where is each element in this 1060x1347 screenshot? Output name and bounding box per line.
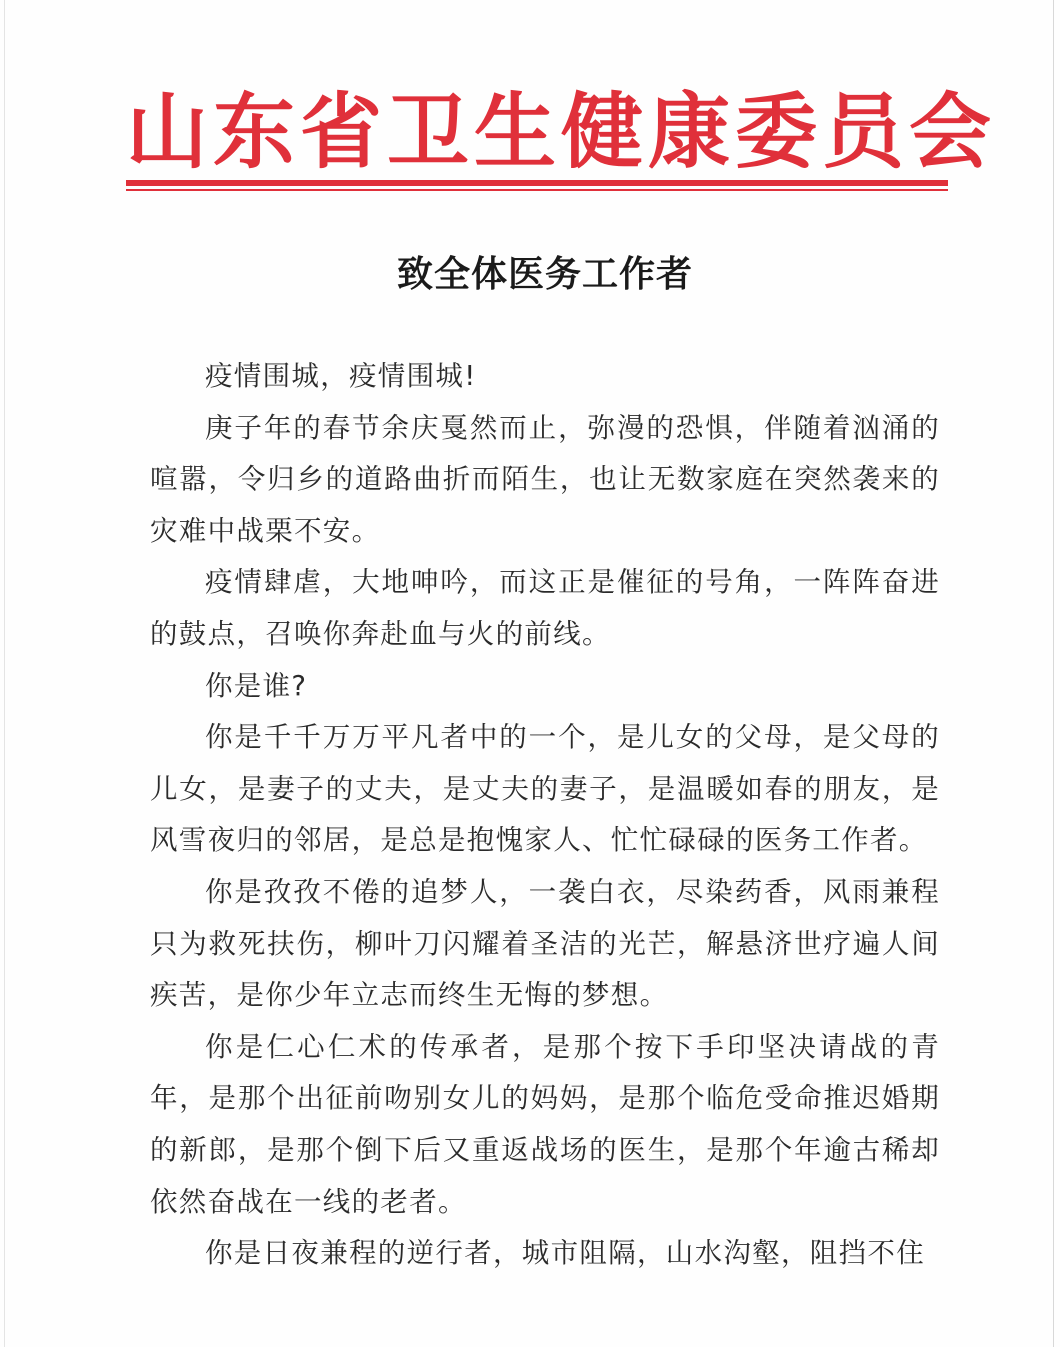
paragraph: 你是孜孜不倦的追梦人，一袭白衣，尽染药香，风雨兼程只为救死扶伤，柳叶刀闪耀着圣洁的光芒，解悬济世疗遍人间疾苦，是你少年立志而终生无悔的梦想。 <box>150 875 940 1012</box>
paragraph: 你是日夜兼程的逆行者，城市阻隔，山水沟壑，阻挡不住 <box>205 1237 925 1270</box>
letterhead-organization: 山东省卫生健康委员会 <box>126 84 997 180</box>
scan-edge-left <box>4 0 5 1347</box>
document-body <box>150 351 940 1280</box>
letterhead-red-rule <box>126 180 948 186</box>
paragraph: 疫情肆虐，大地呻吟，而这正是催征的号角，一阵阵奋进的鼓点，召唤你奔赴血与火的前线。 <box>150 566 940 650</box>
scan-edge-right <box>1053 0 1054 1347</box>
paragraph: 你是谁? <box>205 669 308 702</box>
paragraph: 你是千千万万平凡者中的一个，是儿女的父母，是父母的儿女，是妻子的丈夫，是丈夫的妻子，是温暖如春的朋友，是风雪夜归的邻居，是总是抱愧家人、忙忙碌碌的医务工作者。 <box>150 721 940 857</box>
document-title: 致全体医务工作者 <box>396 253 693 295</box>
paragraph: 你是仁心仁术的传承者，是那个按下手印坚决请战的青年，是那个出征前吻别女儿的妈妈，是那个临危受命推迟婚期的新郎，是那个倒下后又重返战场的医生，是那个年逾古稀却依然奋战在一线的老者。 <box>150 1030 940 1218</box>
paragraph: 庚子年的春节余庆戛然而止，弥漫的恐惧，伴随着汹涌的喧嚣，令归乡的道路曲折而陌生，也让无数家庭在突然袭来的灾难中战栗不安。 <box>150 411 940 547</box>
letterhead-red-rule-thin <box>126 189 948 191</box>
paragraph: 疫情围城，疫情围城! <box>205 360 477 392</box>
